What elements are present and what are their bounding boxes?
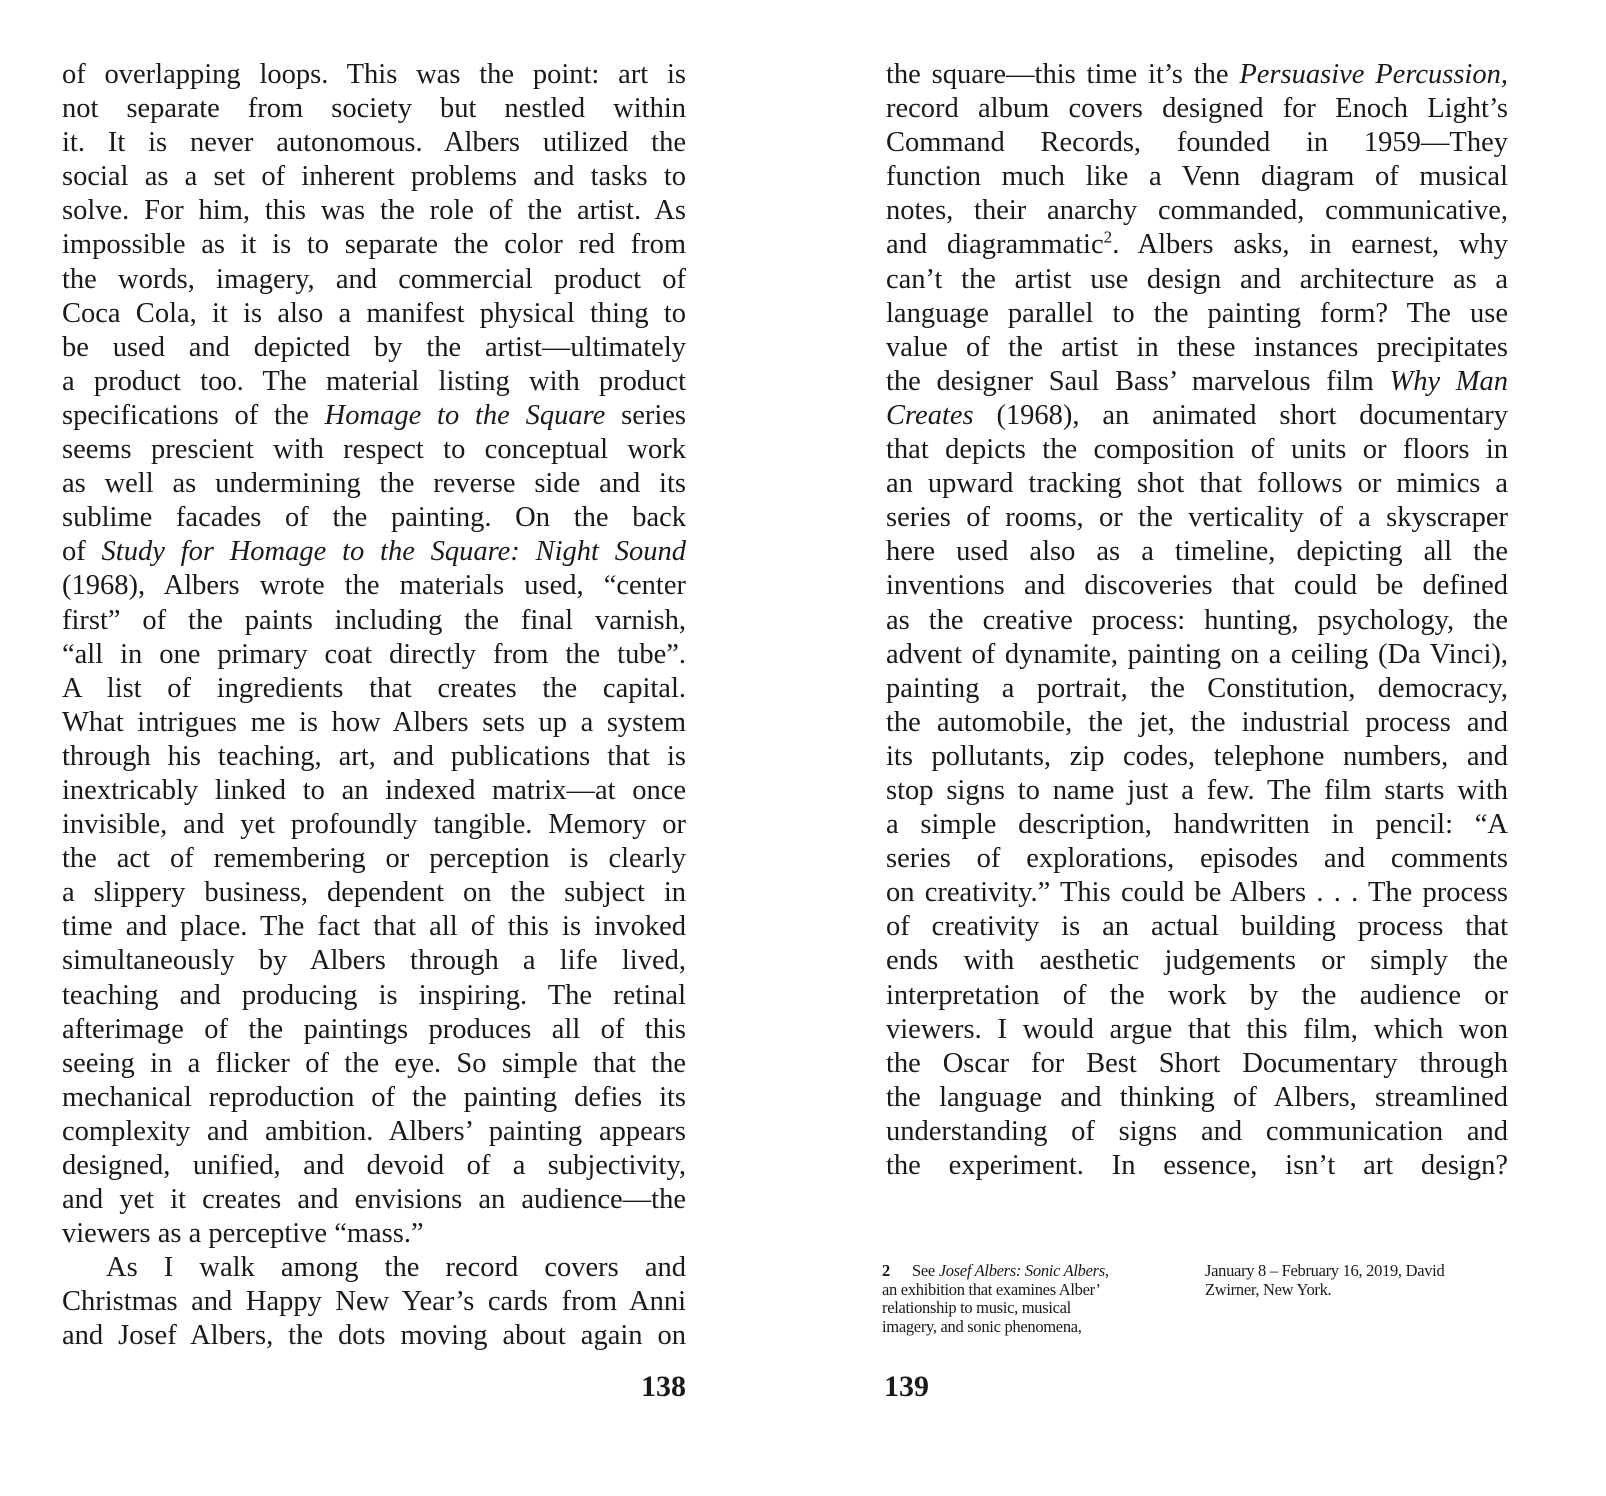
text-run: the experiment. In essence, isn’t art design? [886,1150,1508,1181]
text-line [62,194,686,228]
text-line [62,604,686,638]
text-run: on creativity.” This could be Albers . . . The process [886,877,1508,909]
text-line [886,433,1508,467]
text-run: as well as undermining the reverse side and its [62,468,686,500]
text-run: relationship to music, musical [882,1298,1071,1317]
text-run: value of the artist in these instances precipitates [886,331,1508,363]
text-run: here used also as a timeline, depicting all the [886,536,1508,568]
text-line [886,399,1508,433]
text-line [62,126,686,160]
text-line [62,433,686,467]
text-line [62,808,686,842]
text-run: through his teaching, art, and publications that is [62,740,686,772]
text-line [886,842,1508,876]
text-run: See [911,1261,939,1280]
footnote-number: 2 [882,1261,890,1280]
text-run: and Josef Albers, the dots moving about again on [62,1320,686,1352]
text-run: mechanical reproduction of the painting defies its [62,1081,686,1113]
text-run: impossible as it is to separate the color red from [62,229,686,261]
text-line [62,501,686,535]
text-run: time and place. The fact that all of this is invoked [62,911,686,943]
text-line [886,92,1508,126]
text-line [886,808,1508,842]
text-run: sublime facades of the painting. On the back [62,502,686,534]
text-line [62,331,686,365]
text-run: series of rooms, or the verticality of a skyscraper [886,502,1508,534]
text-line [886,1013,1508,1047]
text-run: a slippery business, dependent on the subject in [62,877,686,909]
text-run: function much like a Venn diagram of musical [886,161,1508,193]
text-run: seems prescient with respect to conceptual work [62,434,686,466]
text-line [886,535,1508,569]
text-run: an upward tracking shot that follows or mimics a [886,468,1508,500]
text-line [882,1281,1182,1300]
footnote-column-2 [1205,1262,1515,1299]
text-run: the automobile, the jet, the industrial process and [886,706,1508,738]
text-line [62,1183,686,1217]
text-run: viewers. I would argue that this film, which won [886,1013,1508,1045]
text-line [886,228,1508,262]
text-run: interpretation of the work by the audience or [886,979,1508,1011]
text-line [62,467,686,501]
text-line [886,944,1508,978]
text-line [62,672,686,706]
text-run: series of explorations, episodes and comments [886,843,1508,875]
text-run: the words, imagery, and commercial product of [62,263,686,295]
text-run: , [1104,1261,1109,1280]
text-run: be used and depicted by the artist—ultimately [62,331,686,363]
text-run: social as a set of inherent problems and tasks to [62,161,686,193]
text-run: advent of dynamite, painting on a ceiling (Da Vinci), [886,638,1508,670]
text-run: January 8 – February 16, 2019, David [1205,1261,1445,1280]
text-line [62,297,686,331]
text-line [886,706,1508,740]
text-run: stop signs to name just a few. The film starts with [886,774,1508,806]
text-run: not separate from society but nestled within [62,93,686,125]
text-line [62,1115,686,1149]
text-line [886,58,1508,92]
text-line [886,331,1508,365]
text-line [886,467,1508,501]
text-line [62,399,686,433]
text-run: Command Records, founded in 1959—They [886,127,1508,159]
text-run: an exhibition that examines Alber’ [882,1279,1101,1299]
text-line [62,569,686,603]
italic-title: Persuasive Percussion, [1239,59,1508,90]
text-line [62,1081,686,1115]
text-line [886,263,1508,297]
text-line [886,194,1508,228]
text-run: and yet it creates and envisions an audience—the [62,1184,686,1216]
text-run: . Albers asks, in earnest, why [1112,229,1508,261]
italic-title: Josef Albers: Sonic Albers [938,1261,1105,1280]
text-line [886,604,1508,638]
text-run: (1968), an animated short documentary [973,399,1508,431]
text-run: the language and thinking of Albers, streamlined [886,1081,1508,1113]
text-line [62,876,686,910]
text-run: its pollutants, zip codes, telephone numbers, and [886,740,1508,772]
text-run: series [605,399,687,431]
text-line [62,1217,686,1251]
text-run: inventions and discoveries that could be defined [886,570,1508,602]
text-line [62,1319,686,1353]
page-number-left: 138 [641,1370,686,1403]
text-line [1205,1281,1515,1300]
text-line [882,1262,1182,1281]
text-run: (1968), Albers wrote the materials used, “center [62,570,686,602]
text-run: language parallel to the painting form? The use [886,297,1508,329]
text-run: Coca Cola, it is also a manifest physical thing to [62,297,686,329]
text-run: and diagrammatic [886,229,1104,261]
text-run: painting a portrait, the Constitution, democracy, [886,672,1508,704]
text-line [886,774,1508,808]
text-line [882,1318,1182,1337]
text-run: simultaneously by Albers through a life lived, [62,945,686,977]
text-line [62,774,686,808]
text-line [62,1013,686,1047]
text-run: that depicts the composition of units or floors in [886,434,1508,466]
text-line [62,228,686,262]
footnote-reference: 2 [1103,227,1113,247]
text-run: a product too. The material listing with product [62,365,686,397]
text-line [62,944,686,978]
text-run: ends with aesthetic judgements or simply the [886,945,1508,977]
text-line [62,365,686,399]
text-line [62,1251,686,1285]
text-run: the Oscar for Best Short Documentary through [886,1047,1508,1079]
text-run: Zwirner, New York. [1205,1279,1332,1299]
text-run: first” of the paints including the final varnish, [62,604,686,636]
text-line [62,1149,686,1183]
text-line [62,160,686,194]
text-run: “all in one primary coat directly from the tube”. [62,638,686,670]
text-run: it. It is never autonomous. Albers utilized the [62,127,686,159]
text-run: solve. For him, this was the role of the artist. As [62,195,686,227]
text-line [886,569,1508,603]
text-line [882,1299,1182,1318]
text-run: viewers as a perceptive “mass.” [62,1218,424,1250]
text-run: the designer Saul Bass’ marvelous film [886,365,1390,397]
text-run: record album covers designed for Enoch Light’s [886,93,1508,125]
text-line [62,638,686,672]
text-line [62,910,686,944]
text-run: As I walk among the record covers and [106,1252,686,1284]
text-line [886,740,1508,774]
text-run: afterimage of the paintings produces all of this [62,1013,686,1045]
text-line [886,126,1508,160]
text-line [886,501,1508,535]
text-line [886,1149,1508,1183]
footnote-column-1 [882,1262,1182,1336]
text-line [62,58,686,92]
text-run: A list of ingredients that creates the capital. [62,672,686,704]
text-run: specifications of the [62,399,325,431]
text-line [62,263,686,297]
text-line [886,297,1508,331]
text-line [886,1047,1508,1081]
text-line [886,672,1508,706]
left-page-body-text [62,58,686,1354]
italic-title: Homage to the Square [324,399,606,431]
text-run: complexity and ambition. Albers’ painting appears [62,1115,686,1147]
italic-title: Creates [886,399,974,431]
text-run: can’t the artist use design and architecture as a [886,263,1508,295]
text-line [62,1047,686,1081]
text-run: the act of remembering or perception is clearly [62,843,686,875]
text-run: of overlapping loops. This was the point: art is [62,59,686,90]
text-line [886,876,1508,910]
text-line [886,1081,1508,1115]
page-number-right: 139 [884,1370,929,1403]
italic-title: Why Man [1389,365,1508,397]
text-line [62,1285,686,1319]
text-line [886,1115,1508,1149]
text-line [886,638,1508,672]
text-line [886,365,1508,399]
text-line [62,740,686,774]
text-line [886,160,1508,194]
text-run: notes, their anarchy commanded, communicative, [886,195,1508,227]
text-run: Christmas and Happy New Year’s cards from Anni [62,1286,686,1318]
text-run: of [62,536,102,568]
text-line [62,979,686,1013]
text-line [62,706,686,740]
text-run: designed, unified, and devoid of a subjectivity, [62,1150,686,1181]
text-line [886,979,1508,1013]
text-line [886,910,1508,944]
text-run: inextricably linked to an indexed matrix—at once [62,774,686,806]
italic-title: Study for Homage to the Square: Night Sound [101,536,686,568]
text-run: teaching and producing is inspiring. The retinal [62,979,686,1011]
text-line [62,92,686,126]
right-page-body-text [886,58,1508,1183]
text-run: What intrigues me is how Albers sets up a system [62,706,686,738]
text-run: invisible, and yet profoundly tangible. Memory or [62,809,686,841]
text-run: imagery, and sonic phenomena, [882,1316,1082,1336]
text-line [62,535,686,569]
text-run: of creativity is an actual building process that [886,911,1508,943]
text-run: as the creative process: hunting, psychology, the [886,604,1508,636]
text-run: seeing in a flicker of the eye. So simple that the [62,1047,686,1079]
text-line [62,842,686,876]
text-line [1205,1262,1515,1281]
text-run: understanding of signs and communication and [886,1115,1508,1147]
text-run: a simple description, handwritten in pencil: “A [886,809,1508,841]
text-run: the square—this time it’s the [886,59,1240,90]
